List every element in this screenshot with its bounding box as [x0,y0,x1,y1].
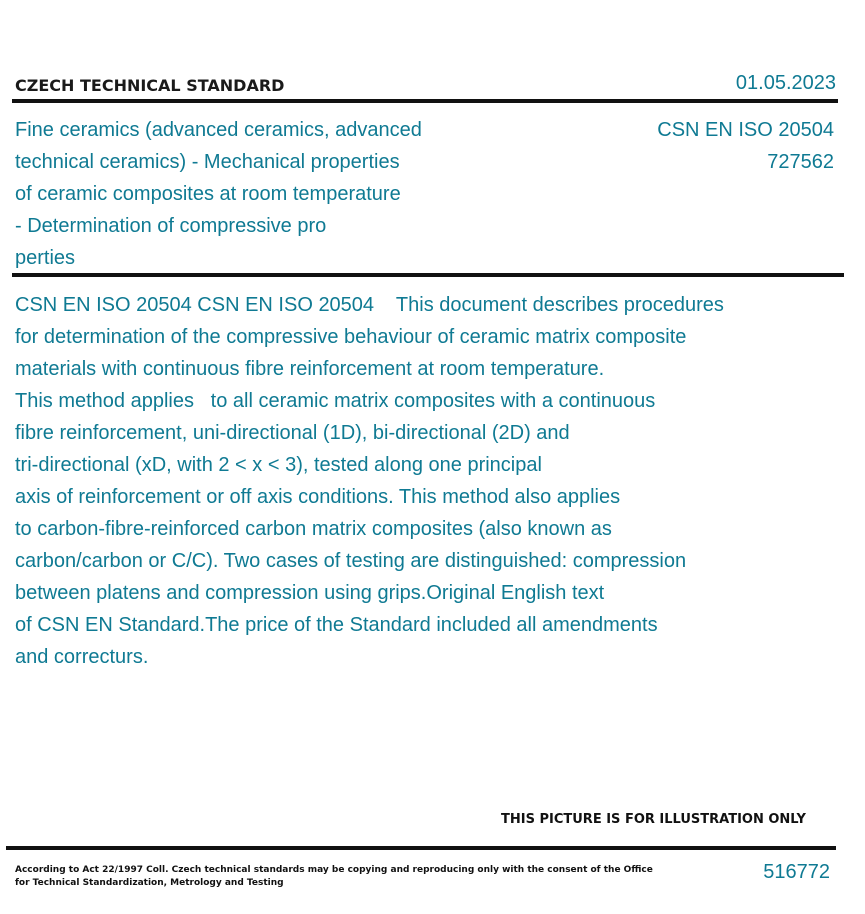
document-description [15,289,845,673]
standard-code: CSN EN ISO 20504 [657,119,834,141]
header-divider [12,99,838,103]
footer-number: 516772 [763,861,830,883]
description-line: to carbon-fibre-reinforced carbon matrix composites (also known as [15,518,612,540]
document-title [15,114,485,274]
legal-line: According to Act 22/1997 Coll. Czech technical standards may be copying and reproducing only with the consent of the Office [15,865,653,875]
description-line: materials with continuous fibre reinforcement at room temperature. [15,358,605,380]
document-date: 01.05.2023 [735,72,836,94]
description-line: and correcturs. [15,646,149,668]
title-line: technical ceramics) - Mechanical properties [15,151,400,173]
title-line: perties [15,247,76,269]
description-line: This method applies to all ceramic matrix composites with a continuous [15,390,656,412]
description-line: tri-directional (xD, with 2 < x < 3), tested along one principal [15,454,542,476]
title-divider [12,273,844,277]
description-line: carbon/carbon or C/C). Two cases of testing are distinguished: compression [15,550,687,572]
legal-line: for Technical Standardization, Metrology and Testing [15,878,284,888]
legal-notice [15,864,653,890]
title-line: Fine ceramics (advanced ceramics, advanced [15,119,422,141]
description-line: for determination of the compressive behaviour of ceramic matrix composite [15,326,687,348]
footer-divider [6,846,836,850]
description-line: axis of reinforcement or off axis conditions. This method also applies [15,486,621,508]
description-line: of CSN EN Standard.The price of the Standard included all amendments [15,614,658,636]
description-line: fibre reinforcement, uni-directional (1D), bi-directional (2D) and [15,422,570,444]
document-category: CZECH TECHNICAL STANDARD [15,76,285,95]
description-line: CSN EN ISO 20504 CSN EN ISO 20504 This document describes procedures [15,294,724,316]
title-line: - Determination of compressive pro [15,215,327,237]
illustration-note: THIS PICTURE IS FOR ILLUSTRATION ONLY [501,812,806,827]
description-line: between platens and compression using grips.Original English text [15,582,605,604]
title-line: of ceramic composites at room temperature [15,183,401,205]
catalog-number: 727562 [767,151,834,173]
standard-codes [657,114,834,178]
